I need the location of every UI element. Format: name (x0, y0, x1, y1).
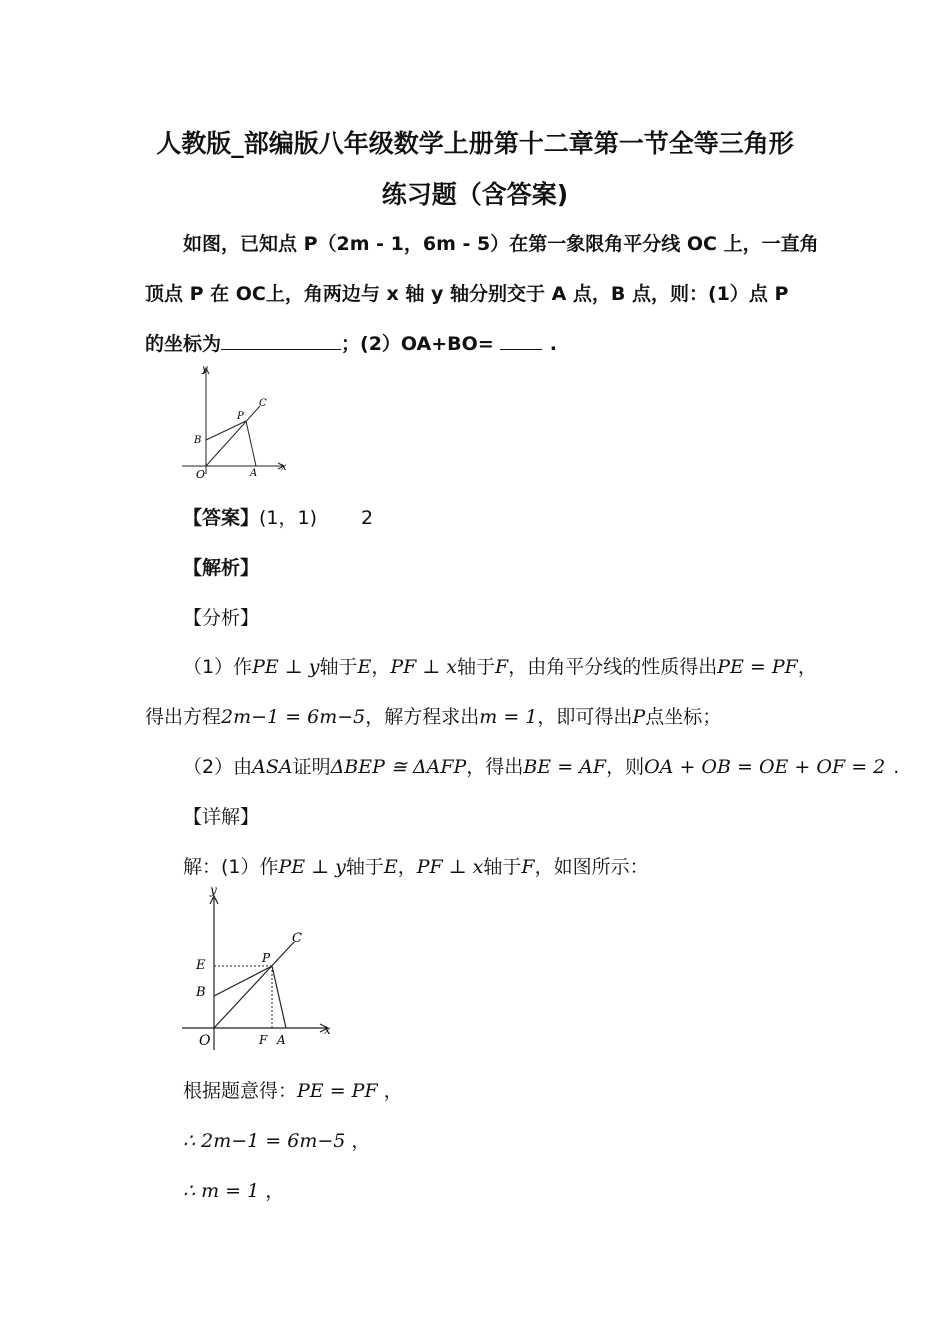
fenxi-math: PE = PF (717, 656, 798, 678)
figure1-line-pa (246, 421, 256, 466)
figure1-label-c: C (259, 398, 267, 409)
solution-text: 根据题意得： (183, 1080, 298, 1102)
solution-text: 轴于 (483, 856, 522, 878)
answer-value2: 2 (361, 507, 374, 529)
figure2-coordinate-diagram (182, 884, 342, 1054)
figure2-line-pa (272, 966, 286, 1028)
figure2-label-p: P (262, 951, 271, 965)
question-line2: 顶点 P 在 OC上，角两边与 x 轴 y 轴分别交于 A 点，B 点，则：(1）点 P (145, 283, 789, 305)
figure2-line-pb (214, 966, 272, 996)
fenxi-math: F (495, 656, 509, 678)
solution-math: ∴ 2m−1 = 6m−5 (183, 1130, 346, 1152)
solution-math: E (383, 856, 398, 878)
figure2-line-oc (214, 942, 294, 1028)
solution-line1 (183, 852, 649, 879)
solution-math: F (521, 856, 535, 878)
solution-text: 解：(1）作 (183, 856, 279, 878)
figure1-label-b: B (194, 435, 202, 446)
document-title-line2: 练习题（含答案) (381, 180, 569, 209)
fenxi-text: 轴于 (456, 656, 495, 678)
fenxi-label: 【分析】 (183, 607, 260, 629)
blank-sum[interactable] (500, 331, 542, 350)
question-line3 (145, 329, 557, 356)
figure2-label-b: B (196, 985, 206, 1000)
solution-math: PE = PF (297, 1080, 378, 1102)
figure1-label-a: A (250, 468, 258, 479)
figure1-label-x: x (281, 462, 287, 473)
solution-text: 轴于 (345, 856, 384, 878)
solution-text: ， (397, 856, 417, 878)
question-line3-mid: ；(2）OA+BO= (341, 333, 494, 355)
fenxi-text: 轴于 (319, 656, 358, 678)
figure1-label-o: O (196, 468, 206, 481)
fenxi-math: E (357, 656, 372, 678)
figure2-label-e: E (196, 958, 206, 973)
figure2-label-f: F (259, 1033, 268, 1047)
figure2-label-a: A (277, 1033, 286, 1047)
solution-math: PF ⊥ x (416, 856, 484, 878)
answer-line (183, 503, 373, 530)
solution-text: ， (383, 1080, 403, 1102)
question-line1: 如图，已知点 P（2m - 1，6m - 5）在第一象限角平分线 OC 上，一直角 (183, 233, 819, 255)
fenxi-text: （2）由 (183, 756, 253, 778)
solution-text: ， (265, 1180, 285, 1202)
xiangjie-label: 【详解】 (183, 806, 260, 828)
fenxi-line3 (183, 752, 899, 779)
figure2-label-o: O (199, 1033, 211, 1049)
fenxi-line1 (183, 652, 817, 679)
fenxi-math: ASA (252, 756, 293, 778)
figure1-label-y: y (202, 364, 208, 375)
fenxi-text: 点坐标； (645, 706, 722, 728)
fenxi-math: PF ⊥ x (390, 656, 457, 678)
fenxi-text: ，由角平分线的性质得出 (508, 656, 718, 678)
document-title-line1: 人教版_部编版八年级数学上册第十二章第一节全等三角形 (156, 129, 794, 158)
question-line3-prefix: 的坐标为 (145, 333, 222, 355)
figure2-label-c: C (292, 931, 302, 946)
solution-text: ， (351, 1130, 371, 1152)
solution-math: ∴ m = 1 (183, 1180, 260, 1202)
fenxi-math: PE ⊥ y (252, 656, 320, 678)
figure2-label-y: y (210, 884, 217, 897)
fenxi-math: ΔBEP ≅ ΔAFP (330, 756, 467, 778)
fenxi-text: ，则 (606, 756, 645, 778)
fenxi-text: 得出方程 (145, 706, 222, 728)
question-line3-end: . (549, 333, 557, 355)
fenxi-math: P (632, 706, 646, 728)
fenxi-math: m = 1 (479, 706, 538, 728)
figure1-line-pb (206, 421, 246, 440)
solution-line4 (183, 1176, 284, 1203)
fenxi-text: ，即可得出 (537, 706, 633, 728)
figure1-coordinate-diagram (178, 362, 293, 482)
figure2-label-x: x (324, 1023, 331, 1037)
figure1-label-p: P (237, 411, 244, 422)
fenxi-text: ，解方程求出 (365, 706, 480, 728)
answer-value1: (1，1) (259, 507, 318, 529)
fenxi-text: 证明 (292, 756, 331, 778)
answer-label: 【答案】 (183, 507, 260, 529)
fenxi-line2 (145, 702, 721, 729)
fenxi-math: 2m−1 = 6m−5 (221, 706, 366, 728)
solution-line2 (183, 1076, 403, 1103)
fenxi-math: OA + OB = OE + OF = 2 (644, 756, 886, 778)
fenxi-text: ， (371, 656, 391, 678)
solution-line3 (183, 1126, 370, 1153)
solution-text: ，如图所示： (534, 856, 649, 878)
fenxi-text: ， (797, 656, 817, 678)
fenxi-math: BE = AF (523, 756, 607, 778)
fenxi-text: ，得出 (466, 756, 524, 778)
fenxi-text: . (893, 756, 900, 778)
solution-math: PE ⊥ y (278, 856, 346, 878)
blank-coordinate[interactable] (221, 331, 341, 350)
fenxi-text: （1）作 (183, 656, 253, 678)
analysis-label: 【解析】 (183, 557, 260, 579)
